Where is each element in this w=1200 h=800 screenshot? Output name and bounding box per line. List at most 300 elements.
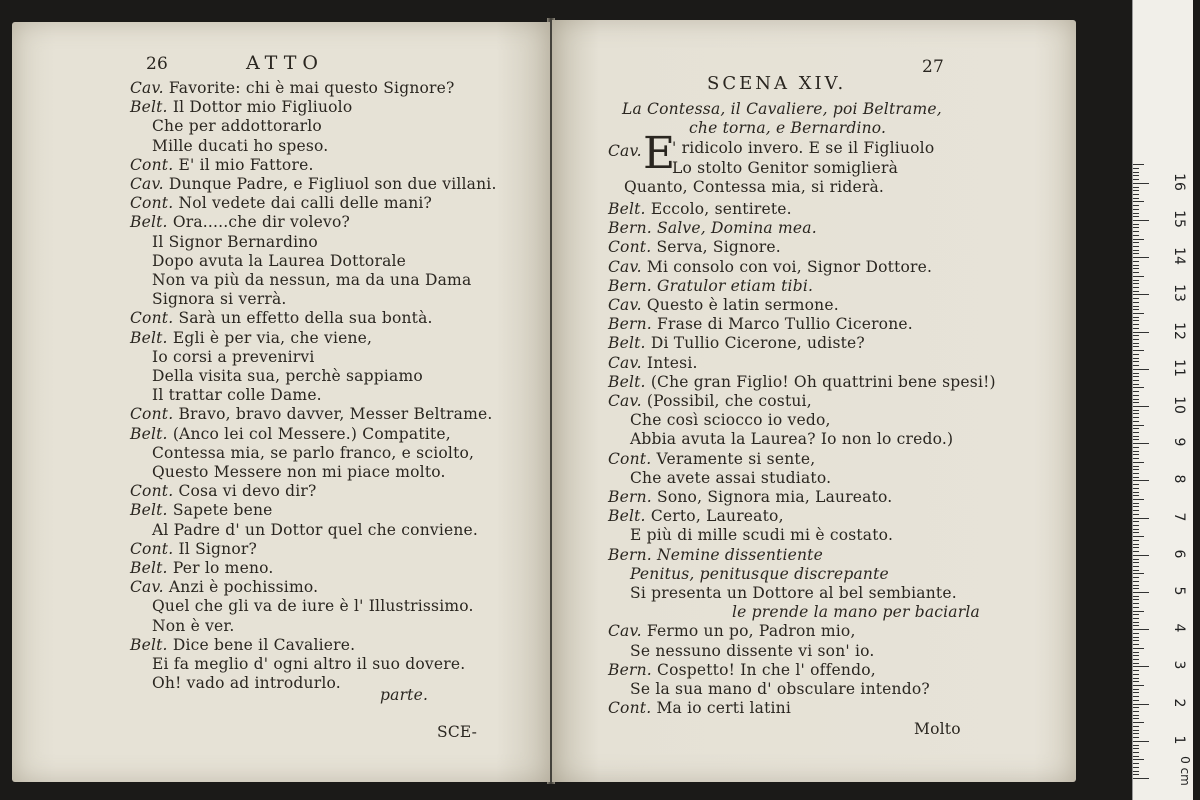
text-line — [130, 156, 314, 174]
text-line — [152, 386, 322, 404]
ruler-tick — [1133, 213, 1139, 214]
ruler-tick — [1133, 488, 1139, 489]
text-line — [608, 488, 892, 506]
ruler-tick — [1133, 733, 1139, 734]
ruler-tick — [1133, 726, 1139, 727]
ruler-tick — [1133, 711, 1139, 712]
ruler-tick — [1133, 187, 1139, 188]
ruler-tick — [1133, 536, 1144, 537]
line-text: Non è ver. — [152, 616, 235, 635]
ruler-tick — [1133, 681, 1139, 682]
ruler-number: 6 — [1171, 549, 1187, 559]
line-text: Se la sua mano d' obsculare intendo? — [630, 680, 930, 698]
ruler-tick — [1133, 596, 1139, 597]
speaker-label: Bern. — [608, 488, 652, 506]
text-line — [152, 617, 234, 635]
line-text: Veramente si sente, — [651, 449, 816, 468]
ruler-tick — [1133, 190, 1139, 191]
ruler-tick — [1133, 198, 1139, 199]
ruler-tick — [1133, 748, 1139, 749]
ruler-tick — [1133, 771, 1139, 772]
ruler-tick — [1133, 246, 1139, 247]
ruler-tick — [1133, 257, 1149, 258]
ruler-tick — [1133, 570, 1139, 571]
ruler-tick — [1133, 562, 1139, 563]
line-text: Certo, Laureato, — [645, 507, 784, 526]
ruler-tick — [1133, 756, 1139, 757]
ruler-number: 1 — [1171, 735, 1187, 745]
text-line — [130, 98, 352, 116]
ruler-tick — [1133, 469, 1139, 470]
ruler-tick — [1133, 499, 1144, 500]
text-line — [152, 444, 474, 462]
line-text: Ei fa meglio d' ogni altro il suo dovere. — [152, 655, 466, 673]
ruler-tick — [1133, 220, 1149, 221]
ruler-tick — [1133, 376, 1139, 377]
ruler-tick — [1133, 164, 1144, 165]
ruler-tick — [1133, 335, 1139, 336]
ruler-tick — [1133, 425, 1144, 426]
ruler-tick — [1133, 607, 1139, 608]
ruler-tick — [1133, 194, 1139, 195]
ruler-tick — [1133, 283, 1139, 284]
measuring-ruler — [1132, 0, 1193, 800]
ruler-tick — [1133, 767, 1139, 768]
text-line — [152, 348, 315, 366]
text-line — [630, 526, 893, 544]
line-text: Intesi. — [641, 353, 698, 372]
speaker-label: Cav. — [130, 578, 164, 597]
ruler-tick — [1133, 585, 1139, 586]
speaker-label: Cont. — [130, 194, 174, 213]
ruler-number: 9 — [1171, 437, 1187, 447]
line-text: Il Signor? — [173, 539, 258, 558]
ruler-tick — [1133, 659, 1139, 660]
ruler-tick — [1133, 696, 1139, 697]
ruler-tick — [1133, 629, 1149, 630]
line-text: Sapete bene — [167, 501, 273, 520]
speaker-label: Belt. — [130, 501, 168, 520]
ruler-tick — [1133, 395, 1139, 396]
line-text: Gratulor etiam tibi. — [651, 276, 814, 295]
line-text: Cosa vi devo dir? — [173, 482, 317, 501]
line-text: Anzi è pochissimo. — [163, 578, 319, 597]
ruler-tick — [1133, 566, 1139, 567]
cav-line-3: Quanto, Contessa mia, si riderà. — [624, 178, 885, 196]
speaker-label: Belt. — [608, 507, 646, 526]
left-page — [12, 22, 550, 782]
ruler-tick — [1133, 532, 1139, 533]
ruler-tick — [1133, 722, 1144, 723]
ruler-number: 11 — [1171, 358, 1187, 377]
ruler-tick — [1133, 492, 1139, 493]
ruler-tick — [1133, 525, 1139, 526]
speaker-label: Belt. — [608, 372, 646, 391]
ruler-tick — [1133, 603, 1139, 604]
ruler-tick — [1133, 428, 1139, 429]
text-line — [130, 636, 355, 654]
ruler-tick — [1133, 361, 1139, 362]
ruler-tick — [1133, 417, 1139, 418]
ruler-tick — [1133, 778, 1149, 779]
line-text: Egli è per via, che viene, — [167, 328, 373, 347]
line-text: Cospetto! In che l' offendo, — [651, 660, 876, 679]
speaker-label: Cont. — [130, 309, 174, 328]
text-line — [130, 501, 273, 519]
ruler-tick — [1133, 685, 1144, 686]
ruler-tick — [1133, 216, 1139, 217]
speaker-label: Belt. — [130, 328, 168, 347]
speaker-label: Cont. — [608, 238, 652, 257]
ruler-tick — [1133, 436, 1139, 437]
line-text: Sono, Signora mia, Laureato. — [651, 488, 893, 506]
ruler-tick — [1133, 700, 1139, 701]
ruler-number: 13 — [1171, 284, 1187, 303]
line-text: Si presenta un Dottore al bel sembiante. — [630, 584, 957, 602]
ruler-tick — [1133, 265, 1139, 266]
ruler-tick — [1133, 384, 1139, 385]
ruler-tick — [1133, 745, 1139, 746]
ruler-tick — [1133, 458, 1139, 459]
speaker-label: Cav. — [608, 257, 642, 276]
ruler-tick — [1133, 573, 1144, 574]
ruler-tick — [1133, 774, 1139, 775]
ruler-unit-label: 0 cm — [1178, 756, 1192, 786]
text-line — [630, 680, 930, 698]
line-text: Che per addottorarlo — [152, 117, 322, 136]
cav-line-2: Lo stolto Genitor somiglierà — [672, 159, 899, 177]
line-text: Signora si verrà. — [152, 290, 287, 309]
text-line — [130, 559, 274, 577]
ruler-tick — [1133, 689, 1139, 690]
ruler-tick — [1133, 328, 1139, 329]
line-text: Che così sciocco io vedo, — [630, 411, 831, 430]
text-line — [630, 430, 953, 448]
line-text: (Anco lei col Messere.) Compatite, — [167, 424, 451, 443]
text-line — [608, 622, 856, 640]
ruler-tick — [1133, 406, 1149, 407]
text-line — [608, 258, 932, 276]
line-text: Mi consolo con voi, Signor Dottore. — [641, 257, 933, 276]
catchword-right: Molto — [914, 720, 961, 738]
ruler-tick — [1133, 302, 1139, 303]
ruler-tick — [1133, 715, 1139, 716]
ruler-tick — [1133, 640, 1139, 641]
speaker-label: Cont. — [130, 539, 174, 558]
line-text: Il Dottor mio Figliuolo — [167, 98, 353, 117]
text-line — [152, 597, 474, 615]
ruler-tick — [1133, 354, 1139, 355]
speaker-label: Belt. — [130, 559, 168, 577]
text-line — [152, 252, 406, 270]
ruler-tick — [1133, 763, 1139, 764]
ruler-tick — [1133, 644, 1139, 645]
ruler-tick — [1133, 413, 1139, 414]
ruler-tick — [1133, 588, 1139, 589]
ruler-tick — [1133, 380, 1139, 381]
line-text: Nol vedete dai calli delle mani? — [173, 194, 433, 213]
right-page — [552, 20, 1076, 782]
speaker-label: Cont. — [130, 155, 174, 174]
text-line — [152, 271, 471, 289]
running-header-left: ATTO — [246, 52, 324, 74]
text-line — [130, 79, 455, 97]
ruler-tick — [1133, 540, 1139, 541]
ruler-number: 15 — [1171, 210, 1187, 228]
text-line — [130, 329, 372, 347]
ruler-tick — [1133, 387, 1144, 388]
text-line — [608, 546, 823, 564]
ruler-tick — [1133, 324, 1139, 325]
line-text: Contessa mia, se parlo franco, e sciolto, — [152, 443, 475, 462]
line-text: Questo Messere non mi piace molto. — [152, 463, 446, 481]
text-line — [130, 425, 451, 443]
ruler-tick — [1133, 633, 1139, 634]
exit-direction: parte. — [380, 686, 429, 704]
page-number-left: 26 — [146, 54, 169, 74]
ruler-tick — [1133, 391, 1139, 392]
ruler-tick — [1133, 183, 1149, 184]
line-text: E più di mille scudi mi è costato. — [630, 526, 894, 545]
stage-direction-1: La Contessa, il Cavaliere, poi Beltrame, — [622, 100, 942, 118]
drop-cap: E — [643, 128, 676, 179]
ruler-tick — [1133, 320, 1139, 321]
line-text: Salve, Domina mea. — [651, 219, 817, 238]
ruler-tick — [1133, 577, 1139, 578]
line-text: Ora.....che dir volevo? — [167, 213, 351, 232]
ruler-number: 16 — [1171, 172, 1187, 191]
speaker-label: Cont. — [608, 449, 652, 468]
speaker-label: Cont. — [608, 699, 652, 718]
ruler-tick — [1133, 752, 1139, 753]
speaker-label: Belt. — [130, 424, 168, 443]
ruler-tick — [1133, 544, 1139, 545]
ruler-tick — [1133, 625, 1139, 626]
ruler-tick — [1133, 466, 1139, 467]
text-line — [630, 642, 875, 660]
text-line — [608, 296, 839, 314]
ruler-tick — [1133, 358, 1139, 359]
text-line — [608, 373, 996, 391]
line-text: Al Padre d' un Dottor quel che conviene. — [152, 520, 479, 539]
ruler-tick — [1133, 365, 1139, 366]
ruler-tick — [1133, 551, 1139, 552]
page-number-right: 27 — [922, 57, 945, 77]
text-line — [130, 175, 497, 193]
line-text: Fermo un po, Padron mio, — [641, 622, 856, 641]
ruler-tick — [1133, 201, 1144, 202]
ruler-tick — [1133, 495, 1139, 496]
ruler-tick — [1133, 663, 1139, 664]
ruler-tick — [1133, 521, 1139, 522]
ruler-tick — [1133, 287, 1139, 288]
text-line — [608, 450, 815, 468]
ruler-tick — [1133, 510, 1139, 511]
text-line — [152, 290, 287, 308]
ruler-tick — [1133, 298, 1139, 299]
ruler-tick — [1133, 506, 1139, 507]
scene-title: SCENA XIV. — [707, 73, 847, 94]
ruler-tick — [1133, 614, 1139, 615]
line-text: Abbia avuta la Laurea? Io non lo credo.) — [630, 430, 954, 449]
ruler-tick — [1133, 175, 1139, 176]
text-line — [608, 334, 865, 352]
line-text: Serva, Signore. — [651, 238, 781, 257]
speaker-label: Belt. — [608, 200, 646, 218]
text-line — [130, 578, 318, 596]
ruler-tick — [1133, 410, 1139, 411]
line-text: Frase di Marco Tullio Cicerone. — [651, 315, 913, 334]
text-line — [630, 469, 831, 487]
ruler-tick — [1133, 477, 1139, 478]
ruler-number: 4 — [1171, 623, 1187, 633]
ruler-tick — [1133, 172, 1139, 173]
line-text: Ma io certi latini — [651, 699, 792, 718]
text-line — [152, 463, 446, 481]
speaker-label: Bern. — [608, 545, 652, 564]
ruler-tick — [1133, 484, 1139, 485]
ruler-tick — [1133, 674, 1139, 675]
ruler-tick — [1133, 205, 1139, 206]
cav-speaker-label: Cav. — [608, 142, 642, 160]
text-line — [608, 238, 781, 256]
ruler-tick — [1133, 480, 1149, 481]
speaker-label: Cav. — [608, 622, 642, 641]
ruler-tick — [1133, 559, 1139, 560]
ruler-tick — [1133, 317, 1139, 318]
stage-direction-2: che torna, e Bernardino. — [689, 119, 887, 137]
line-text: le prende la mano per baciarla — [732, 603, 980, 622]
ruler-tick — [1133, 611, 1144, 612]
speaker-label: Belt. — [130, 213, 168, 232]
ruler-tick — [1133, 648, 1144, 649]
ruler-tick — [1133, 313, 1144, 314]
ruler-number: 3 — [1171, 660, 1187, 670]
ruler-number: 14 — [1171, 247, 1187, 266]
text-line — [608, 200, 792, 218]
text-line — [608, 392, 812, 410]
ruler-tick — [1133, 718, 1139, 719]
ruler-tick — [1133, 432, 1139, 433]
line-text: Favorite: chi è mai questo Signore? — [163, 79, 455, 97]
ruler-tick — [1133, 692, 1139, 693]
speaker-label: Cav. — [608, 353, 642, 372]
ruler-tick — [1133, 462, 1144, 463]
speaker-label: Cav. — [608, 296, 642, 314]
ruler-tick — [1133, 242, 1139, 243]
ruler-number: 2 — [1171, 698, 1187, 708]
line-text: E' il mio Fattore. — [173, 155, 314, 174]
line-text: Dopo avuta la Laurea Dottorale — [152, 251, 407, 270]
line-text: Della visita sua, perchè sappiamo — [152, 367, 423, 385]
line-text: Per lo meno. — [167, 559, 274, 577]
speaker-label: Cav. — [130, 79, 164, 97]
text-line — [608, 277, 813, 295]
text-line — [152, 674, 341, 692]
catchword-left: SCE- — [437, 723, 478, 741]
ruler-tick — [1133, 503, 1139, 504]
ruler-tick — [1133, 473, 1139, 474]
ruler-tick — [1133, 592, 1149, 593]
ruler-tick — [1133, 555, 1149, 556]
ruler-tick — [1133, 529, 1139, 530]
ruler-tick — [1133, 451, 1139, 452]
ruler-tick — [1133, 439, 1139, 440]
text-line — [608, 219, 817, 237]
text-line — [130, 194, 432, 212]
ruler-tick — [1133, 373, 1139, 374]
ruler-number: 8 — [1171, 474, 1187, 484]
text-line — [152, 137, 328, 155]
line-text: Quel che gli va de iure è l' Illustrissimo. — [152, 597, 474, 616]
text-line — [608, 699, 791, 717]
text-line — [130, 405, 493, 423]
ruler-tick — [1133, 655, 1139, 656]
text-line — [630, 411, 831, 429]
line-text: Dunque Padre, e Figliuol son due villani. — [163, 175, 497, 193]
cav-line-1: ' ridicolo invero. E se il Figliuolo — [672, 139, 935, 157]
line-text: (Che gran Figlio! Oh quattrini bene spesi!) — [645, 372, 996, 391]
ruler-tick — [1133, 309, 1139, 310]
text-line — [130, 213, 350, 231]
line-text: Sarà un effetto della sua bontà. — [173, 309, 433, 328]
line-text: Oh! vado ad introdurlo. — [152, 674, 341, 693]
ruler-tick — [1133, 350, 1144, 351]
line-text: Questo è latin sermone. — [641, 296, 839, 314]
ruler-tick — [1133, 514, 1139, 515]
text-line — [608, 315, 913, 333]
ruler-tick — [1133, 280, 1139, 281]
ruler-tick — [1133, 741, 1149, 742]
ruler-tick — [1133, 599, 1139, 600]
speaker-label: Cont. — [130, 482, 174, 501]
line-text: Se nessuno dissente vi son' io. — [630, 641, 875, 660]
ruler-tick — [1133, 652, 1139, 653]
ruler-tick — [1133, 678, 1139, 679]
speaker-label: Bern. — [608, 315, 652, 334]
line-text: Dice bene il Cavaliere. — [167, 635, 356, 654]
text-line — [130, 482, 317, 500]
ruler-tick — [1133, 250, 1139, 251]
line-text: (Possibil, che costui, — [641, 392, 812, 410]
ruler-tick — [1133, 231, 1139, 232]
ruler-tick — [1133, 332, 1149, 333]
speaker-label: Belt. — [130, 635, 168, 654]
line-text: Io corsi a prevenirvi — [152, 347, 315, 366]
ruler-tick — [1133, 272, 1139, 273]
ruler-tick — [1133, 224, 1139, 225]
speaker-label: Cont. — [130, 405, 174, 424]
ruler-tick — [1133, 369, 1149, 370]
speaker-label: Cav. — [608, 392, 642, 410]
text-line — [608, 661, 876, 679]
text-line — [608, 507, 784, 525]
speaker-label: Belt. — [130, 98, 168, 117]
text-line — [152, 655, 465, 673]
ruler-tick — [1133, 294, 1149, 295]
ruler-tick — [1133, 704, 1149, 705]
ruler-tick — [1133, 618, 1139, 619]
line-text: Il Signor Bernardino — [152, 232, 318, 251]
ruler-tick — [1133, 179, 1139, 180]
ruler-tick — [1133, 399, 1139, 400]
ruler-tick — [1133, 730, 1139, 731]
text-line — [152, 117, 322, 135]
ruler-tick — [1133, 421, 1139, 422]
ruler-tick — [1133, 276, 1144, 277]
text-line — [152, 367, 423, 385]
line-text: Che avete assai studiato. — [630, 468, 832, 487]
